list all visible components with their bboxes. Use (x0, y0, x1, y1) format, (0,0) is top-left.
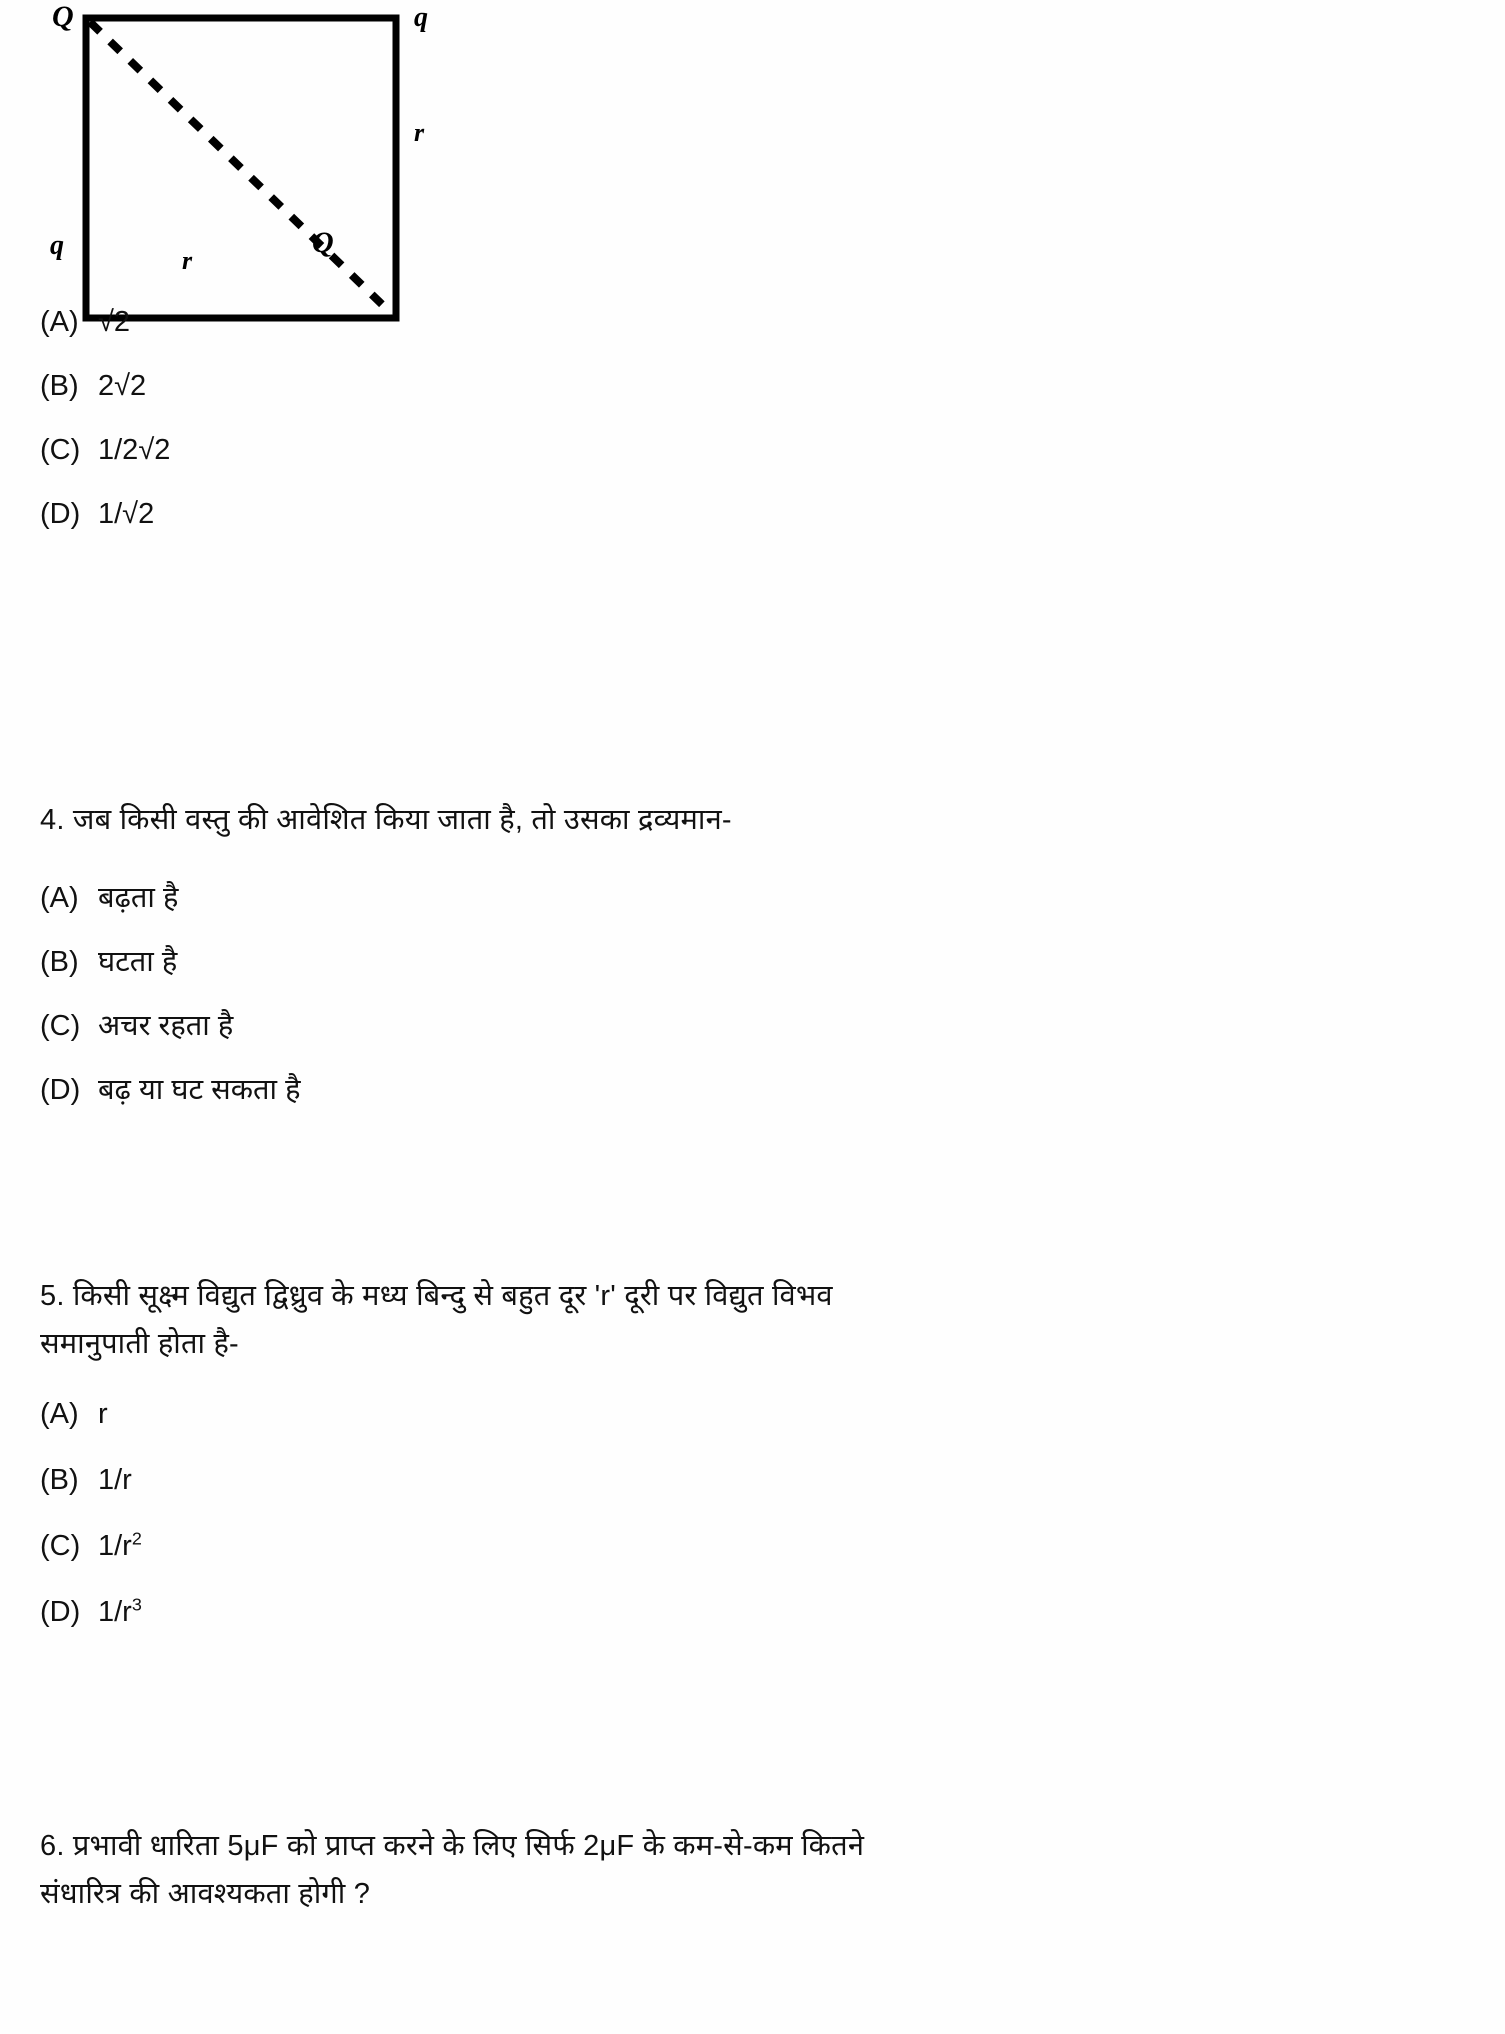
option-row (40, 492, 1465, 536)
figure-label-bottom-right: Q (312, 226, 334, 259)
option-tag: (C) (40, 434, 81, 466)
option-base: r (98, 1398, 108, 1430)
question-4 (40, 796, 1465, 844)
question-6-stem-line2: संधारित्र की आवश्यकता होगी ? (40, 1878, 371, 1910)
question-5 (40, 1272, 1465, 1368)
question-5-number: 5. (40, 1280, 65, 1312)
option-tag: (B) (40, 370, 79, 402)
option-value (98, 1524, 142, 1568)
option-tag: (B) (40, 1464, 79, 1496)
option-value: 1/√2 (98, 498, 155, 530)
option-row (40, 1392, 1465, 1436)
option-tag: (D) (40, 498, 81, 530)
diagonal-dashed-line (90, 22, 392, 314)
option-value: 2√2 (98, 370, 147, 402)
option-value (98, 1458, 132, 1502)
option-value: घटता है (98, 946, 178, 978)
question-6-stem-line1 (40, 1822, 1465, 1870)
figure-label-bottom-left: q (50, 230, 64, 261)
option-value: √2 (98, 306, 131, 338)
option-tag: (D) (40, 1074, 81, 1106)
question-5-text-line-1: किसी सूक्ष्म विद्युत द्विध्रुव के मध्य बिन्दु से बहुत दूर 'r' दूरी पर विद्युत विभव (72, 1280, 833, 1312)
option-row (40, 1068, 1465, 1112)
option-tag: (A) (40, 306, 79, 338)
option-tag: (B) (40, 946, 79, 978)
question-4-stem (40, 796, 1465, 844)
option-base: 1/r (98, 1596, 132, 1628)
figure-label-top-right: q (414, 2, 428, 33)
figure-label-top-left: Q (52, 0, 74, 33)
question-5-options (40, 1392, 1465, 1634)
option-row (40, 940, 1465, 984)
option-tag: (A) (40, 882, 79, 914)
question-4-number: 4. (40, 804, 65, 836)
option-exponent: 2 (131, 1528, 142, 1549)
option-value (98, 1590, 142, 1634)
option-row (40, 1004, 1465, 1048)
question-6 (40, 1822, 1465, 1918)
figure-label-right-side: r (414, 118, 425, 147)
square-charge-diagram (40, 0, 500, 350)
option-tag: (D) (40, 1596, 81, 1628)
option-value: बढ़ता है (98, 882, 179, 914)
option-tag: (C) (40, 1010, 81, 1042)
option-value: 1/2√2 (98, 434, 171, 466)
option-value: बढ़ या घट सकता है (98, 1074, 301, 1106)
question-4-text: जब किसी वस्तु की आवेशित किया जाता है, तो उसका द्रव्यमान- (72, 804, 732, 836)
square-diagram-svg (40, 0, 500, 350)
option-row (40, 1590, 1465, 1634)
question-6-text-line-1: प्रभावी धारिता 5μF को प्राप्त करने के लिए सिर्फ 2μF के कम-से-कम कितने (72, 1830, 865, 1862)
option-base: 1/r (98, 1464, 132, 1496)
option-row (40, 876, 1465, 920)
option-row (40, 364, 1465, 408)
option-row (40, 300, 1465, 344)
option-row (40, 428, 1465, 472)
option-row (40, 1458, 1465, 1502)
question-4-options (40, 876, 1465, 1112)
question-6-number: 6. (40, 1830, 65, 1862)
option-value (98, 1392, 108, 1436)
option-value: अचर रहता है (98, 1010, 234, 1042)
figure-label-bottom-side: r (182, 246, 193, 275)
option-row (40, 1524, 1465, 1568)
option-exponent: 3 (131, 1594, 142, 1615)
option-tag: (C) (40, 1530, 81, 1562)
option-base: 1/r (98, 1530, 132, 1562)
question-3-options (40, 300, 1465, 536)
question-5-stem-line1 (40, 1272, 1465, 1320)
option-tag: (A) (40, 1398, 79, 1430)
question-5-stem-line2: समानुपाती होता है- (40, 1328, 239, 1360)
